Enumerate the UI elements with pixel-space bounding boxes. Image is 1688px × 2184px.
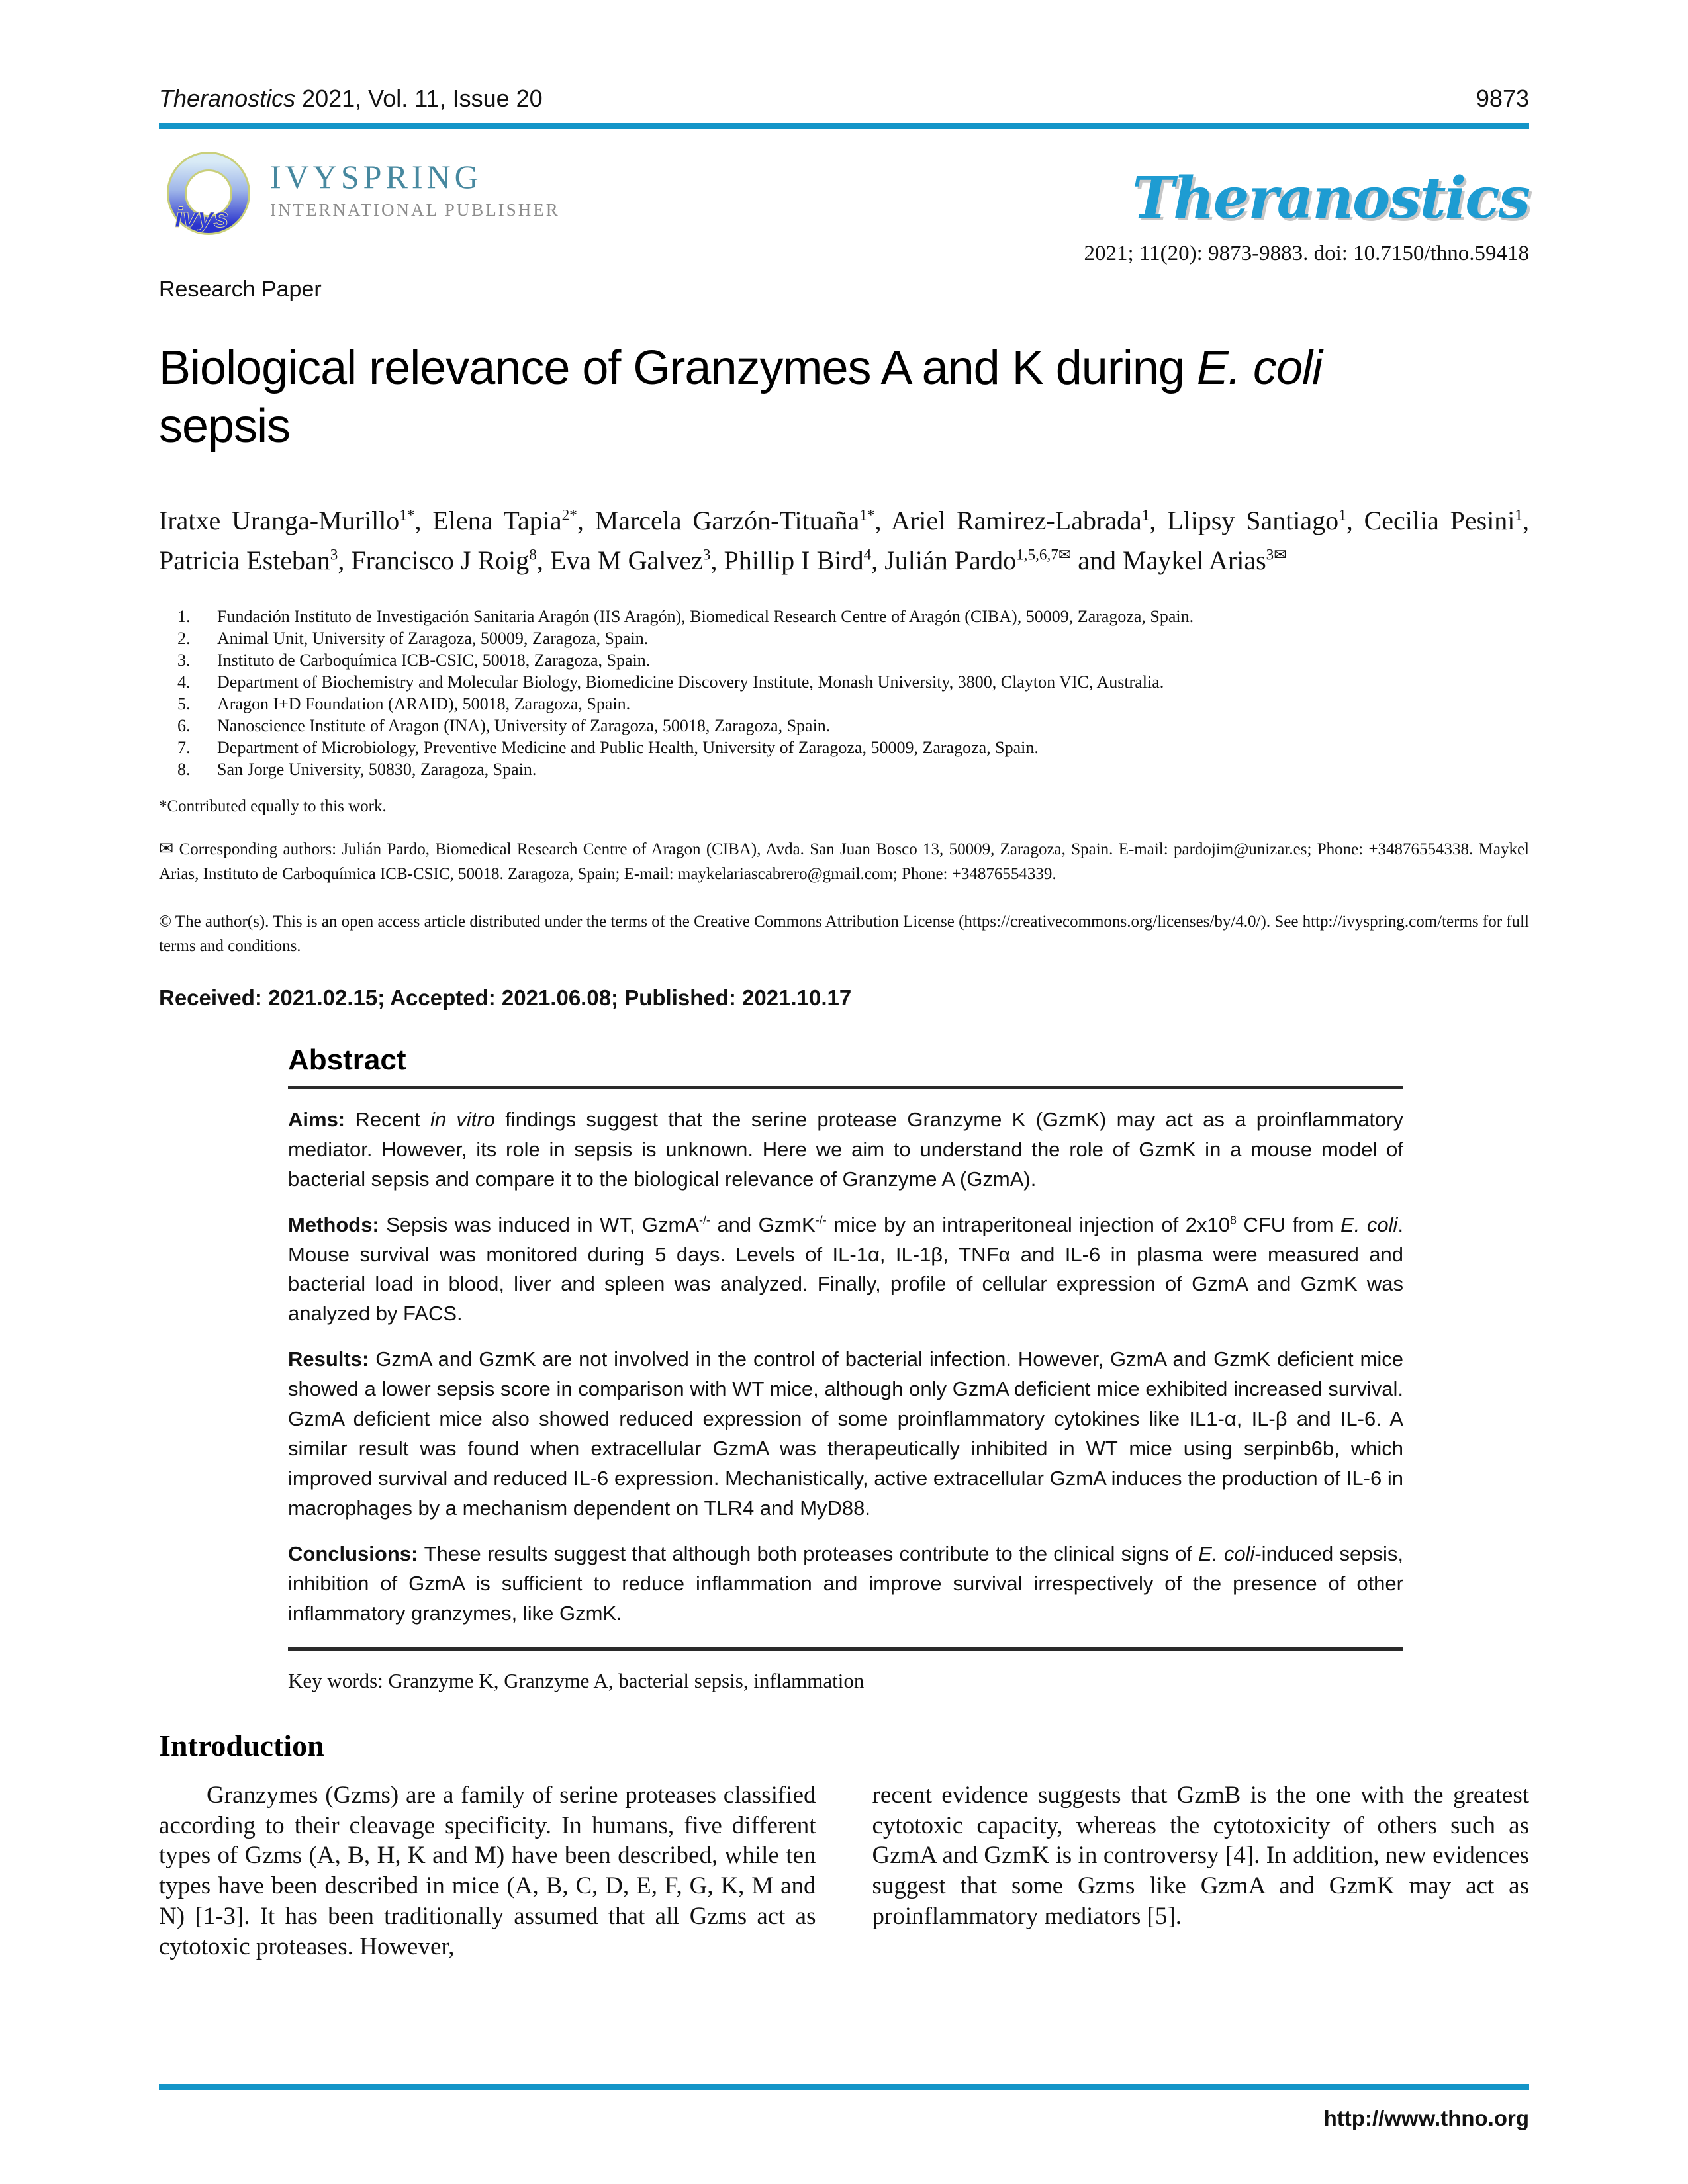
abstract-conclusions: Conclusions: These results suggest that although both proteases contribute to the clinical signs of E. coli-induced sepsis, inhibition of GzmA is sufficient to reduce inflammation and improve survival irrespectively of the presence of other inflammatory granzymes, like GzmK.: [288, 1541, 1404, 1625]
introduction-section: [159, 1728, 1529, 1962]
affiliation-item: Fundación Instituto de Investigación Sanitaria Aragón (IIS Aragón), Biomedical Research Centre of Aragón (CIBA), 50009, Zaragoza, Spain.: [217, 606, 1194, 626]
page-footer: [159, 2084, 1529, 2131]
publisher-subtitle: INTERNATIONAL PUBLISHER: [270, 199, 560, 220]
abstract-results: Results: GzmA and GzmK are not involved in the control of bacterial infection. However, GzmA and GzmK deficient mice showed a lower sepsis score in comparison with WT mice, although only GzmA deficient mice exhibited increased survival. GzmA deficient mice also showed reduced expression of some proinflammatory cytokines like IL1-α, IL-β and IL-6. A similar result was found when extracellular GzmA was therapeutically inhibited in WT mice using serpinb6b, which improved survival and reduced IL-6 expression. Mechanistically, active extracellular GzmA induces the production of IL-6 in macrophages by a mechanism dependent on TLR4 and MyD88.: [288, 1347, 1403, 1520]
article-title: Biological relevance of Granzymes A and K during E. coli sepsis: [159, 341, 1322, 453]
header-rule: [159, 123, 1529, 129]
two-column-body: [159, 1780, 1529, 1962]
intro-column-right: recent evidence suggests that GzmB is the one with the greatest cytotoxic capacity, whereas the cytotoxicity of others such as GzmA and GzmK is in controversy [4]. In addition, new evidences suggest that some Gzms like GzmA and GzmK may act as proinflammatory mediators [5].: [872, 1781, 1529, 1931]
journal-url: http://www.thno.org: [1323, 2106, 1529, 2130]
publisher-name: IVYSPRING: [270, 158, 483, 195]
journal-brand: [1084, 148, 1529, 266]
ring-logo-text: ivys: [175, 202, 229, 233]
contributed-note: *Contributed equally to this work.: [159, 797, 387, 815]
abstract-heading: Abstract: [288, 1043, 406, 1076]
keywords-line: Key words: Granzyme K, Granzyme A, bacterial sepsis, inflammation: [288, 1668, 865, 1692]
intro-column-left: Granzymes (Gzms) are a family of serine proteases classified according to their cleavage specificity. In humans, five different types of Gzms (A, B, H, K and M) have been described, while ten types have been described in mice (A, B, C, D, E, F, G, K, M and N) [1-3]. It has been traditionally assumed that all Gzms act as cytotoxic proteases. However,: [159, 1781, 816, 1961]
footer-rule: [159, 2084, 1529, 2090]
author-list: Iratxe Uranga-Murillo$^{1*}$, Elena Tapia$^{2*}$, Marcela Garzón-Tituaña$^{1*}$, Ariel Ramirez-Labrada$^1$, Llipsy Santiago$^1$, Cecilia Pesini$^1$, Patricia Esteban$^3$, Francisco J Roig$^8$, Eva M Galvez$^3$, Phillip I Bird$^4$, Julián Pardo$^{1,5,6,7✉}$ and Maykel Arias$^{3✉}$: [159, 505, 1530, 575]
affiliation-item: Animal Unit, University of Zaragoza, 50009, Zaragoza, Spain.: [217, 628, 649, 648]
abstract-bottom-rule: [288, 1647, 1403, 1651]
abstract-aims: Aims: Recent in vitro findings suggest that the serine protease Granzyme K (GzmK) may act as a proinflammatory mediator. However, its role in sepsis is unknown. Here we aim to understand the role of GzmK in a mouse model of bacterial sepsis and compare it to the biological relevance of Granzyme A (GzmA).: [288, 1107, 1404, 1191]
dates-line: Received: 2021.02.15; Accepted: 2021.06.08; Published: 2021.10.17: [159, 985, 852, 1010]
abstract-section: [288, 1044, 1403, 1696]
publisher-logo: [159, 148, 560, 247]
page-header: [159, 85, 1529, 113]
affiliation-item: Department of Biochemistry and Molecular Biology, Biomedicine Discovery Institute, Monash University, 3800, Clayton VIC, Australia.: [217, 672, 1164, 692]
affiliation-item: Department of Microbiology, Preventive Medicine and Public Health, University of Zaragoza, 50009, Zaragoza, Spain.: [217, 737, 1039, 757]
license-note: © The author(s). This is an open access article distributed under the terms of the Creative Commons Attribution License (https://creativecommons.org/licenses/by/4.0/). See http://ivyspring.com/terms for full terms and conditions.: [159, 912, 1529, 956]
affiliation-list: [159, 606, 1529, 780]
introduction-heading: Introduction: [159, 1728, 324, 1762]
affiliation-item: Nanoscience Institute of Aragon (INA), University of Zaragoza, 50018, Zaragoza, Spain.: [217, 715, 831, 735]
theranostics-logo: Theranostics: [1132, 165, 1529, 232]
article-type: Research Paper: [159, 277, 322, 302]
abstract-top-rule: [288, 1086, 1403, 1089]
publisher-text: [270, 148, 560, 220]
ivyspring-ring-icon: [159, 148, 258, 247]
journal-header: Theranostics 2021, Vol. 11, Issue 20: [159, 85, 543, 112]
affiliation-item: San Jorge University, 50830, Zaragoza, Spain.: [217, 759, 537, 779]
brand-row: [159, 148, 1529, 266]
citation-line: 2021; 11(20): 9873-9883. doi: 10.7150/thno.59418: [1084, 242, 1529, 265]
affiliation-item: Instituto de Carboquímica ICB-CSIC, 50018, Zaragoza, Spain.: [217, 650, 651, 670]
page-number: 9873: [1476, 85, 1529, 112]
abstract-methods: Methods: Sepsis was induced in WT, GzmA-/- and GzmK-/- mice by an intraperitoneal injection of $2x10^8$ CFU from E. coli. Mouse survival was monitored during 5 days. Levels of IL-1α, IL-1β, TNFα and IL-6 in plasma were measured and bacterial load in blood, liver and spleen was analyzed. Finally, profile of cellular expression of GzmA and GzmK was analyzed by FACS.: [288, 1212, 1403, 1326]
corresponding-authors-note: ✉ Corresponding authors: Julián Pardo, Biomedical Research Centre of Aragon (CIBA), Avda. San Juan Bosco 13, 50009, Zaragoza, Spain. E-mail: pardojim@unizar.es; Phone: +34876554338. Maykel Arias, Instituto de Carboquímica ICB-CSIC, 50018. Zaragoza, Spain; E-mail: maykelariascabrero@gmail.com; Phone: +34876554339.: [159, 839, 1529, 884]
affiliation-item: Aragon I+D Foundation (ARAID), 50018, Zaragoza, Spain.: [217, 694, 631, 713]
